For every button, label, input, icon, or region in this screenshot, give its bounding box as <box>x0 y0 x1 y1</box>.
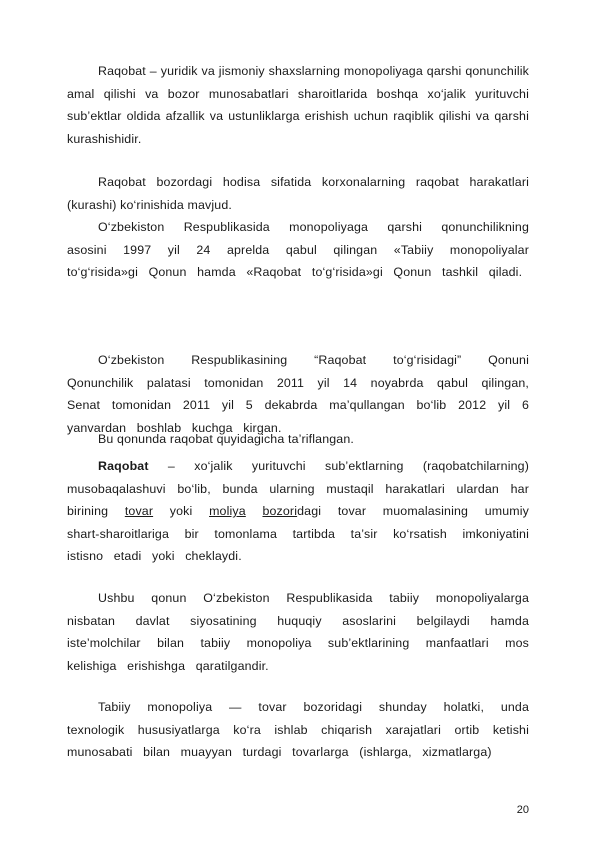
paragraph-natural-monopoly-definition: Tabiiy monopoliya — tovar bozoridagi shunday holatki, unda texnologik hususiyatlarga ko‘ra ishlab chiqarish xarajatlari ortib ketishi munosabati bilan muayyan turdagi tovarlarga (ishlarga, xizmatlarga) <box>67 700 529 760</box>
definition-text-2: yoki <box>153 504 210 519</box>
definition-text-3 <box>246 504 263 518</box>
link-tovar[interactable]: tovar <box>124 504 154 519</box>
paragraph-competition-law: O‘zbekiston Respublikasining “Raqobat to‘g‘risidagi” Qonuni Qonunchilik palatasi tomonidan 2011 yil 14 noyabrda qabul qilingan, Senat tomonidan 2011 yil 5 dekabrda ma’qullangan bo‘lib 2012 yil 6 yanvardan boshlab kuchga kirgan. <box>67 353 529 435</box>
link-moliya[interactable]: moliya <box>209 504 246 519</box>
paragraph-raqobat-legal-definition <box>67 455 529 568</box>
link-bozori[interactable]: bozori <box>262 504 298 519</box>
term-raqobat: Raqobat <box>98 459 149 473</box>
definition-text-4: dagi tovar muomalasining umumiy shart-sharoitlariga bir tomonlama tartibda ta’sir ko‘rsatish imkoniyatini istisno etadi yoki cheklaydi. <box>67 504 529 564</box>
paragraph-raqobat-definition: Raqobat – yuridik va jismoniy shaxslarning monopoliyaga qarshi qonunchilik amal qilishi va bozor munosabatlari sharoitlarida boshqa xo‘jalik yurituvchi sub’ektlar oldida afzallik va ustunliklarga erishish uchun raqiblik qilishi va qarshi kurashishidir. <box>67 64 529 146</box>
page-number: 20 <box>516 804 529 816</box>
paragraph-definition-intro: Bu qonunda raqobat quyidagicha ta’riflangan. <box>98 432 354 446</box>
definition-text-1: – xo‘jalik yurituvchi sub’ektlarning (raqobatchilarning) musobaqalashuvi bo‘lib, bunda ularning mustaqil harakatlari ulardan har birining <box>67 459 529 519</box>
paragraph-natural-monopoly-law: Ushbu qonun O‘zbekiston Respublikasida tabiiy monopoliyalarga nisbatan davlat siyosatining huquqiy asoslarini belgilaydi hamda iste’molchilar bilan tabiiy monopoliya sub’ektlarining manfaatlari mos kelishiga erishishga qaratilgandir. <box>67 591 529 673</box>
paragraph-legal-basis: O‘zbekiston Respublikasida monopoliyaga qarshi qonunchilikning asosini 1997 yil 24 aprelda qabul qilingan «Tabiiy monopoliyalar to‘g‘risida»gi Qonun hamda «Raqobat to‘g‘risida»gi Qonun tashkil qiladi. <box>67 220 529 280</box>
paragraph-raqobat-phenomenon: Raqobat bozordagi hodisa sifatida korxonalarning raqobat harakatlari (kurashi) ko‘rinishida mavjud. <box>67 175 529 212</box>
